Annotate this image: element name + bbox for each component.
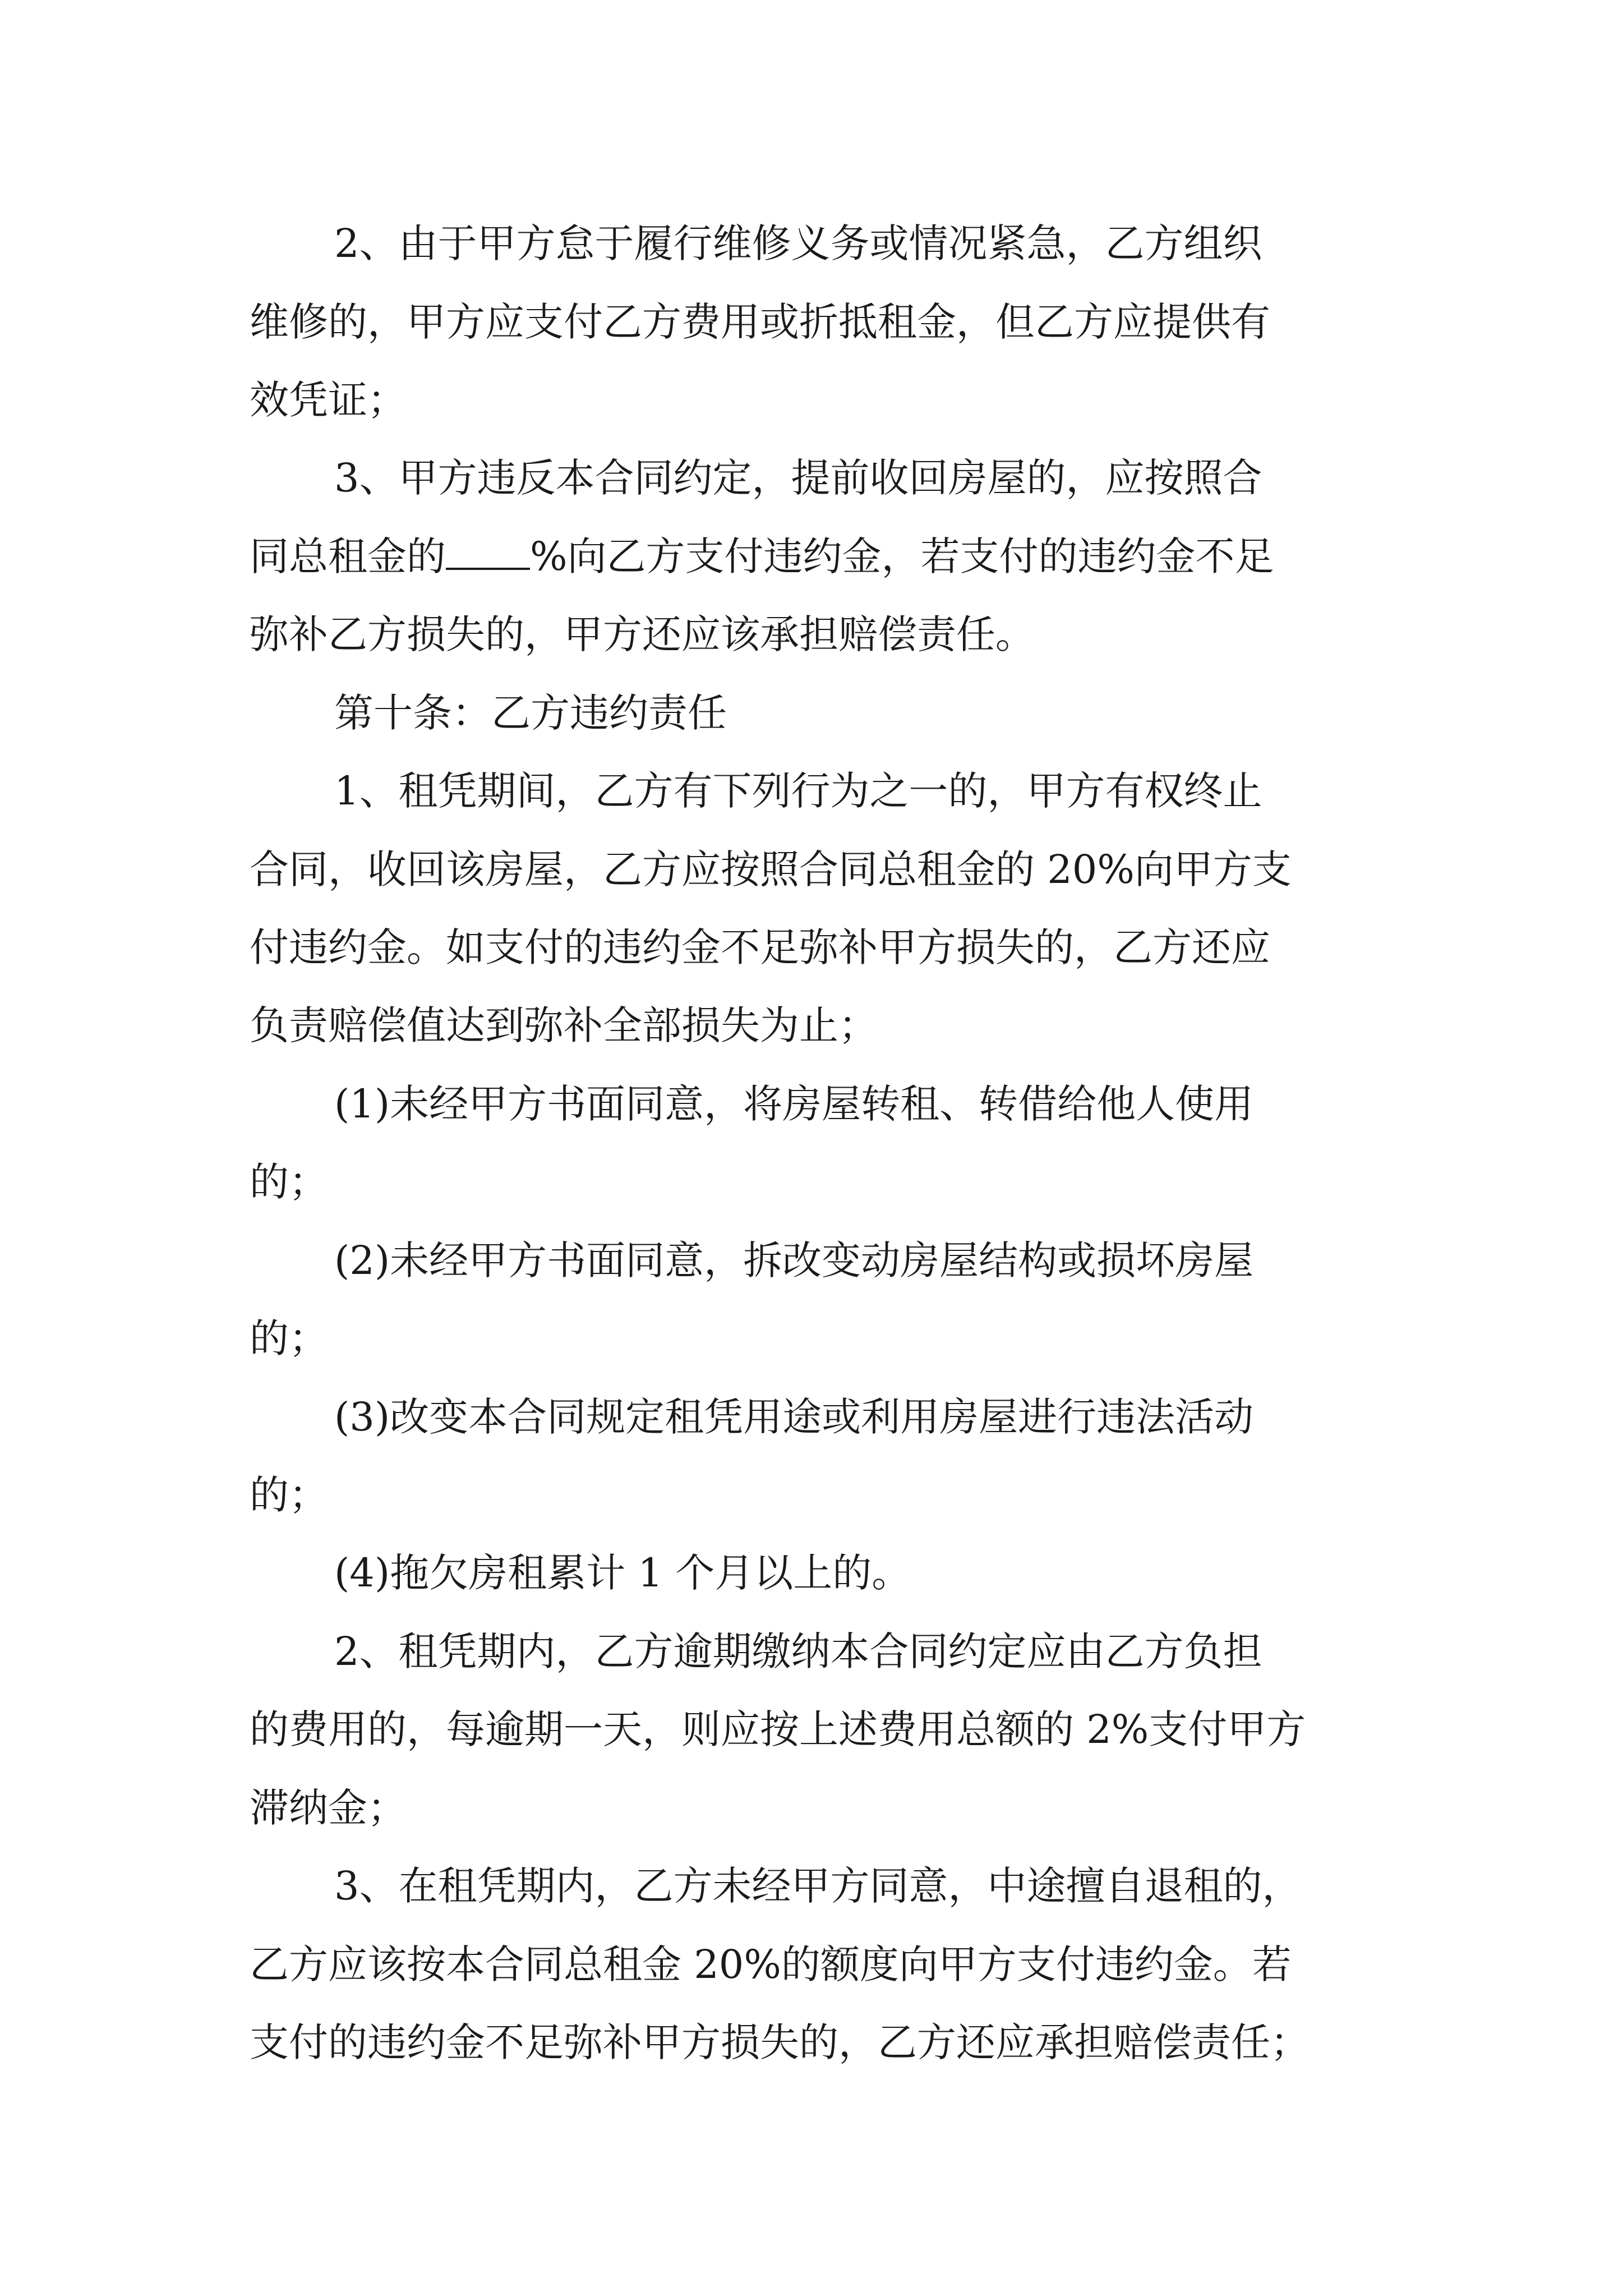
text-line: 第十条：乙方违约责任: [334, 690, 727, 736]
text-line: 2、租凭期内，乙方逾期缴纳本合同约定应由乙方负担: [334, 1628, 1262, 1674]
text-line: 3、在租凭期内，乙方未经甲方同意，中途擅自退租的，: [334, 1863, 1302, 1909]
text-line: 负责赔偿值达到弥补全部损失为止；: [250, 1002, 878, 1048]
text-line: 的；: [250, 1315, 328, 1361]
text-line: 的；: [250, 1159, 328, 1205]
text-line: 的费用的，每逾期一天，则应按上述费用总额的 2%支付甲方: [250, 1706, 1306, 1752]
text-line: 1、租凭期间，乙方有下列行为之一的，甲方有权终止: [334, 768, 1262, 814]
text-line: 的；: [250, 1472, 328, 1518]
text-line: 效凭证；: [250, 377, 407, 423]
text-line: 付违约金。如支付的违约金不足弥补甲方损失的，乙方还应: [250, 924, 1270, 970]
text-line: 3、甲方违反本合同约定，提前收回房屋的，应按照合: [334, 455, 1262, 501]
text-line: 维修的，甲方应支付乙方费用或折抵租金，但乙方应提供有: [250, 299, 1270, 345]
text-line: 支付的违约金不足弥补甲方损失的，乙方还应承担赔偿责任；: [250, 2019, 1310, 2065]
text-segment: %向乙方支付违约金，若支付的违约金不足: [530, 533, 1274, 579]
text-line: 弥补乙方损失的，甲方还应该承担赔偿责任。: [250, 611, 1035, 657]
text-line: 合同，收回该房屋，乙方应按照合同总租金的 20%向甲方支: [250, 846, 1292, 892]
text-line: (2)未经甲方书面同意，拆改变动房屋结构或损坏房屋: [334, 1237, 1254, 1283]
text-line: 2、由于甲方怠于履行维修义务或情况紧急，乙方组织: [334, 220, 1262, 266]
text-line: (4)拖欠房租累计 1 个月以上的。: [334, 1550, 911, 1596]
text-line: [250, 526, 1274, 587]
text-segment: 同总租金的: [250, 533, 446, 579]
text-line: (1)未经甲方书面同意，将房屋转租、转借给他人使用: [334, 1081, 1254, 1127]
percentage-blank: [446, 533, 530, 570]
text-line: (3)改变本合同规定租凭用途或利用房屋进行违法活动: [334, 1394, 1254, 1440]
text-line: 滞纳金；: [250, 1785, 407, 1831]
text-line: 乙方应该按本合同总租金 20%的额度向甲方支付违约金。若: [250, 1941, 1292, 1987]
